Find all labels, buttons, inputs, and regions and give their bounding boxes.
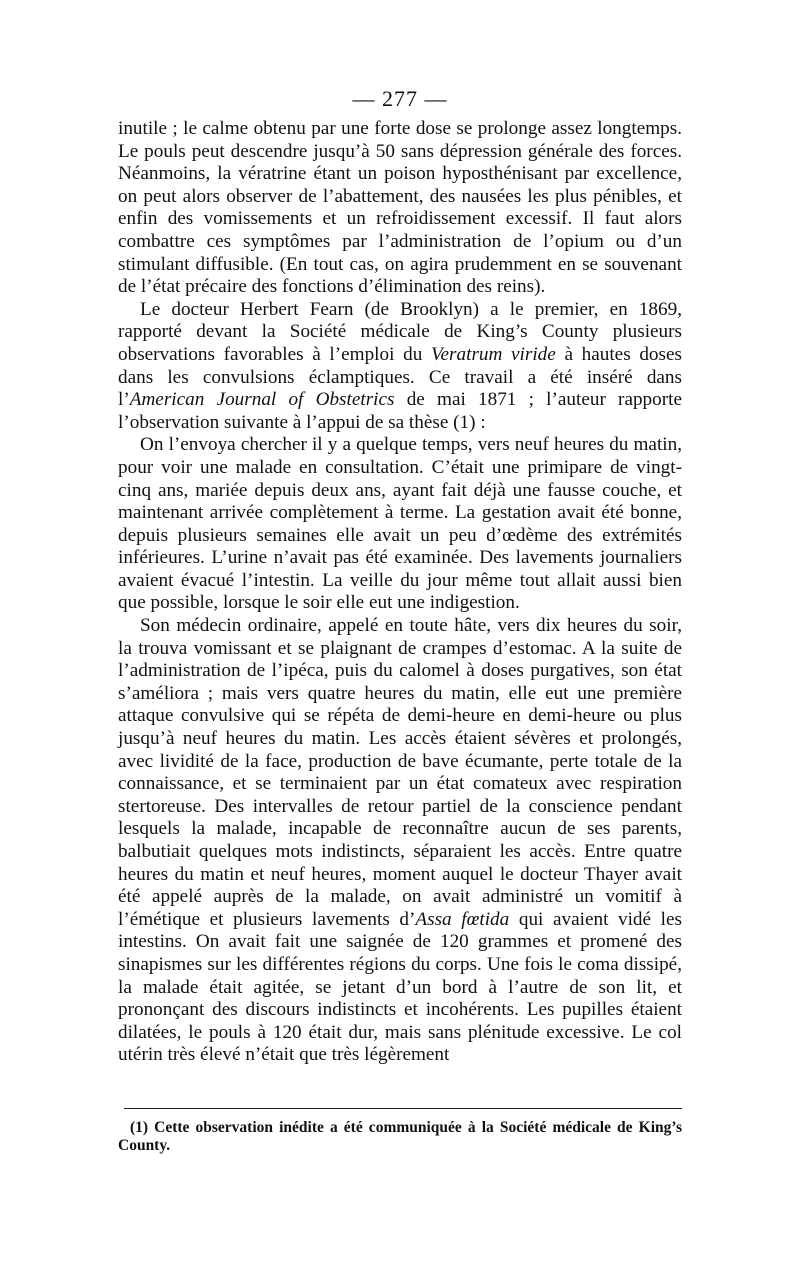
text-run: Le docteur Herbert Fearn (de Brooklyn) a le premier, en 1869, rapporté devant la Société médicale de King’s County plusieurs observations favorables à l’emploi du: [118, 298, 682, 365]
text-run: inutile ; le calme obtenu par une forte dose se prolonge assez longtemps. Le pouls peut descendre jusqu’à 50 sans dépression générale des forces. Néanmoins, la vératrine étant un poison hyposthénisant par excellence, on peut alors observer de l’abattement, des nausées les plus pénibles, et enfin des vomissements et un refroidissement excessif. Il faut alors combattre ces symptômes par l’administration de l’opium ou d’un stimulant diffusible. (En tout cas, on agira prudemment en se souvenant de l’état précaire des fonctions d’élimination des reins).: [118, 118, 682, 298]
text-run: à hautes doses dans les convulsions éclamptiques. Ce travail a été inséré dans l’: [118, 343, 682, 411]
book-page: [118, 0, 682, 1262]
text-run: qui avaient vidé les intestins. On avait fait une saignée de 120 grammes et promené des sinapismes sur les différentes régions du corps. Une fois le coma dissipé, la malade était agitée, se jetant d’un bord à l’autre de son lit, et prononçant des discours indistincts et incohérents. Les pupilles étaient dilatées, le pouls à 120 était dur, mais sans plénitude excessive. Le col utérin très élevé n’était que très légèrement: [118, 908, 682, 1066]
italic-title: American Journal of Obstetrics: [129, 389, 395, 411]
paragraph: [118, 434, 682, 615]
footnote-text: (1) Cette observation inédite a été communiquée à la Société médicale de King’s County.: [118, 1119, 682, 1154]
footnote-rule: [124, 1108, 682, 1109]
paragraph: [118, 299, 682, 435]
footnote: [118, 1119, 682, 1155]
page-number: — 277 —: [352, 86, 448, 111]
paragraph: [118, 615, 682, 1067]
italic-title: Assa fœtida: [415, 908, 510, 930]
text-run: Son médecin ordinaire, appelé en toute hâte, vers dix heures du soir, la trouva vomissant et se plaignant de crampes d’estomac. A la suite de l’administration de l’ipéca, puis du calomel à doses purgatives, son état s’améliora ; mais vers quatre heures du matin, elle eut une première attaque convulsive qui se répéta de demi-heure en demi-heure ou plus jusqu’à neuf heures du matin. Les accès étaient sévères et prolongés, avec lividité de la face, production de bave écumante, perte totale de la connaissance, et se terminaient par un état comateux avec respiration stertoreuse. Des intervalles de retour partiel de la conscience pendant lesquels la malade, incapable de reconnaître aucun de ses parents, balbutiait quelques mots indistincts, séparaient les accès. Entre quatre heures du matin et neuf heures, moment auquel le docteur Thayer avait été appelé auprès de la malade, on avait administré un vomitif à l’émétique et plusieurs lavements d’: [118, 615, 682, 930]
italic-title: Veratrum viride: [430, 343, 556, 365]
text-run: On l’envoya chercher il y a quelque temps, vers neuf heures du matin, pour voir une malade en consultation. C’était une primipare de vingt-cinq ans, mariée depuis deux ans, ayant fait déjà une fausse couche, et maintenant arrivée complètement à terme. La gestation avait été bonne, depuis plusieurs semaines elle avait un peu d’œdème des extrémités inférieures. L’urine n’avait pas été examinée. Des lavements journaliers avaient évacué l’intestin. La veille du jour même tout allait aussi bien que possible, lorsque le soir elle eut une indigestion.: [118, 434, 682, 614]
paragraph: [118, 118, 682, 299]
body-text: [118, 118, 682, 1067]
text-run: de mai 1871 ; l’auteur rapporte l’observation suivante à l’appui de sa thèse (1) :: [118, 389, 682, 433]
